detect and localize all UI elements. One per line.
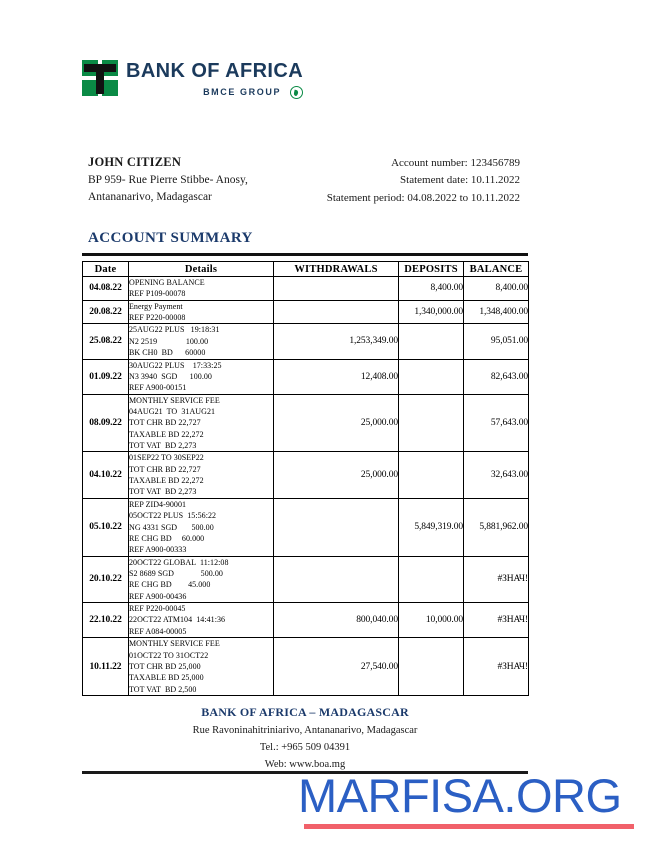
detail-line: 05OCT22 PLUS 15:56:22 — [129, 511, 217, 521]
cell-balance: 57,643.00 — [464, 394, 529, 452]
cell-balance: #ЗНАЧ! — [464, 638, 529, 696]
statement-period: Statement period: 04.08.2022 to 10.11.2022 — [326, 191, 520, 204]
cell-details — [129, 277, 274, 301]
cell-balance: 95,051.00 — [464, 324, 529, 359]
detail-line: RE CHG BD 60.000 — [129, 533, 205, 543]
cell-balance: 82,643.00 — [464, 359, 529, 394]
cell-deposits — [399, 394, 464, 452]
cell-withdrawals — [274, 556, 399, 602]
cell-details — [129, 300, 274, 324]
statement-date: Statement date: 10.11.2022 — [400, 174, 520, 187]
watermark — [298, 769, 646, 829]
detail-line: TOT CHR BD 22,727 — [129, 418, 201, 428]
table-row — [83, 300, 529, 324]
cell-balance: 1,348,400.00 — [464, 300, 529, 324]
bmce-leaf-circle-icon — [290, 86, 303, 99]
detail-line: REF A900-00151 — [129, 383, 187, 393]
table-row — [83, 324, 529, 359]
cell-withdrawals: 25,000.00 — [274, 452, 399, 498]
cell-withdrawals — [274, 277, 399, 301]
cell-withdrawals: 800,040.00 — [274, 603, 399, 638]
bank-logo — [82, 60, 303, 99]
detail-line: TAXABLE BD 22,272 — [129, 429, 204, 439]
table-row — [83, 603, 529, 638]
cell-date: 08.09.22 — [83, 394, 129, 452]
customer-address-line-1: BP 959- Rue Pierre Stibbe- Anosy, — [88, 173, 248, 186]
bank-group-name: BMCE GROUP — [203, 87, 282, 97]
detail-line: TAXABLE BD 22,272 — [129, 476, 204, 486]
detail-line: 30AUG22 PLUS 17:33:25 — [129, 360, 222, 370]
table-row — [83, 394, 529, 452]
cell-date: 22.10.22 — [83, 603, 129, 638]
detail-line: OPENING BALANCE — [129, 278, 205, 287]
column-header-balance: BALANCE — [464, 262, 529, 277]
cell-details — [129, 603, 274, 638]
detail-line: MONTHLY SERVICE FEE — [129, 395, 220, 405]
cell-deposits — [399, 556, 464, 602]
cell-details — [129, 556, 274, 602]
detail-line: N3 3940 SGD 100.00 — [129, 371, 212, 381]
cell-balance: 32,643.00 — [464, 452, 529, 498]
cell-withdrawals: 27,540.00 — [274, 638, 399, 696]
cell-date: 04.08.22 — [83, 277, 129, 301]
cell-deposits: 10,000.00 — [399, 603, 464, 638]
table-row — [83, 277, 529, 301]
table-row — [83, 359, 529, 394]
detail-line: 01OCT22 TO 31OCT22 — [129, 650, 209, 660]
column-header-deposits: DEPOSITS — [399, 262, 464, 277]
cell-date: 25.08.22 — [83, 324, 129, 359]
cell-balance: 5,881,962.00 — [464, 498, 529, 556]
account-info — [327, 155, 520, 207]
column-header-withdrawals: WITHDRAWALS — [274, 262, 399, 277]
cell-balance: #ЗНАЧ! — [464, 556, 529, 602]
footer-address: Rue Ravoninahitriniarivo, Antananarivo, Madagascar — [192, 725, 418, 736]
detail-line: REF P220-00008 — [129, 313, 186, 323]
column-header-details: Details — [129, 262, 274, 277]
detail-line: 20OCT22 GLOBAL 11:12:08 — [129, 557, 229, 567]
cell-date: 01.09.22 — [83, 359, 129, 394]
cell-date: 04.10.22 — [83, 452, 129, 498]
detail-line: REP ZID4-90001 — [129, 499, 187, 509]
detail-line: N2 2519 100.00 — [129, 336, 209, 346]
detail-line: 25AUG22 PLUS 19:18:31 — [129, 325, 220, 335]
table-row — [83, 452, 529, 498]
column-header-date: Date — [83, 262, 129, 277]
detail-line: TOT VAT BD 2,500 — [129, 684, 197, 694]
cell-date: 05.10.22 — [83, 498, 129, 556]
detail-line: RE CHG BD 45.000 — [129, 580, 211, 590]
watermark-text: MARFISA.ORG — [298, 769, 622, 822]
boa-cross-logo-icon — [82, 60, 118, 96]
cell-balance: #ЗНАЧ! — [464, 603, 529, 638]
cell-deposits: 8,400.00 — [399, 277, 464, 301]
cell-details — [129, 452, 274, 498]
bank-name: BANK OF AFRICA — [126, 60, 304, 82]
cell-balance: 8,400.00 — [464, 277, 529, 301]
cell-details — [129, 359, 274, 394]
customer-info — [88, 153, 248, 206]
footer-website: Web: www.boa.mg — [264, 759, 346, 770]
detail-line: 22OCT22 ATM104 14:41:36 — [129, 615, 226, 625]
cell-details — [129, 498, 274, 556]
cell-deposits: 5,849,319.00 — [399, 498, 464, 556]
detail-line: MONTHLY SERVICE FEE — [129, 639, 220, 649]
cell-withdrawals — [274, 498, 399, 556]
table-row — [83, 638, 529, 696]
detail-line: REF A900-00436 — [129, 591, 187, 601]
cell-date: 10.11.22 — [83, 638, 129, 696]
detail-line: REF P109-00078 — [129, 289, 186, 299]
footer-bank-name: BANK OF AFRICA – MADAGASCAR — [201, 705, 409, 719]
detail-line: S2 8689 SGD 500.00 — [129, 568, 223, 578]
detail-line: TOT VAT BD 2,273 — [129, 441, 197, 451]
footer — [82, 705, 528, 770]
footer-telephone: Tel.: +965 509 04391 — [259, 742, 351, 753]
detail-line: Energy Payment — [129, 301, 183, 311]
transactions-body — [83, 277, 529, 696]
watermark-underline — [304, 824, 634, 829]
cell-withdrawals: 25,000.00 — [274, 394, 399, 452]
detail-line: 01SEP22 TO 30SEP22 — [129, 453, 204, 463]
cell-withdrawals: 1,253,349.00 — [274, 324, 399, 359]
cell-details — [129, 394, 274, 452]
cell-deposits — [399, 452, 464, 498]
account-number: Account number: 123456789 — [391, 157, 520, 169]
detail-line: TOT VAT BD 2,273 — [129, 487, 197, 497]
detail-line: REF A084-00005 — [129, 626, 187, 636]
cell-withdrawals — [274, 300, 399, 324]
detail-line: REF A900-00333 — [129, 545, 187, 555]
detail-line: TOT CHR BD 22,727 — [129, 464, 201, 474]
detail-line: TAXABLE BD 25,000 — [129, 673, 204, 683]
cell-deposits — [399, 324, 464, 359]
cell-deposits: 1,340,000.00 — [399, 300, 464, 324]
detail-line: BK CH0 BD 60000 — [129, 348, 206, 358]
cell-deposits — [399, 638, 464, 696]
detail-line: 04AUG21 TO 31AUG21 — [129, 406, 216, 416]
cell-details — [129, 638, 274, 696]
cell-date: 20.08.22 — [83, 300, 129, 324]
customer-address-line-2: Antananarivo, Madagascar — [88, 190, 212, 203]
cell-withdrawals: 12,408.00 — [274, 359, 399, 394]
detail-line: TOT CHR BD 25,000 — [129, 661, 201, 671]
table-row — [83, 498, 529, 556]
cell-date: 20.10.22 — [83, 556, 129, 602]
customer-name: JOHN CITIZEN — [88, 155, 182, 169]
table-row — [83, 556, 529, 602]
section-divider — [82, 253, 528, 256]
section-title: ACCOUNT SUMMARY — [88, 230, 253, 246]
transactions-table — [82, 261, 529, 696]
detail-line: REF P220-00045 — [129, 604, 186, 614]
cell-deposits — [399, 359, 464, 394]
table-header-row — [83, 262, 529, 277]
cell-details — [129, 324, 274, 359]
detail-line: NG 4331 SGD 500.00 — [129, 522, 214, 532]
